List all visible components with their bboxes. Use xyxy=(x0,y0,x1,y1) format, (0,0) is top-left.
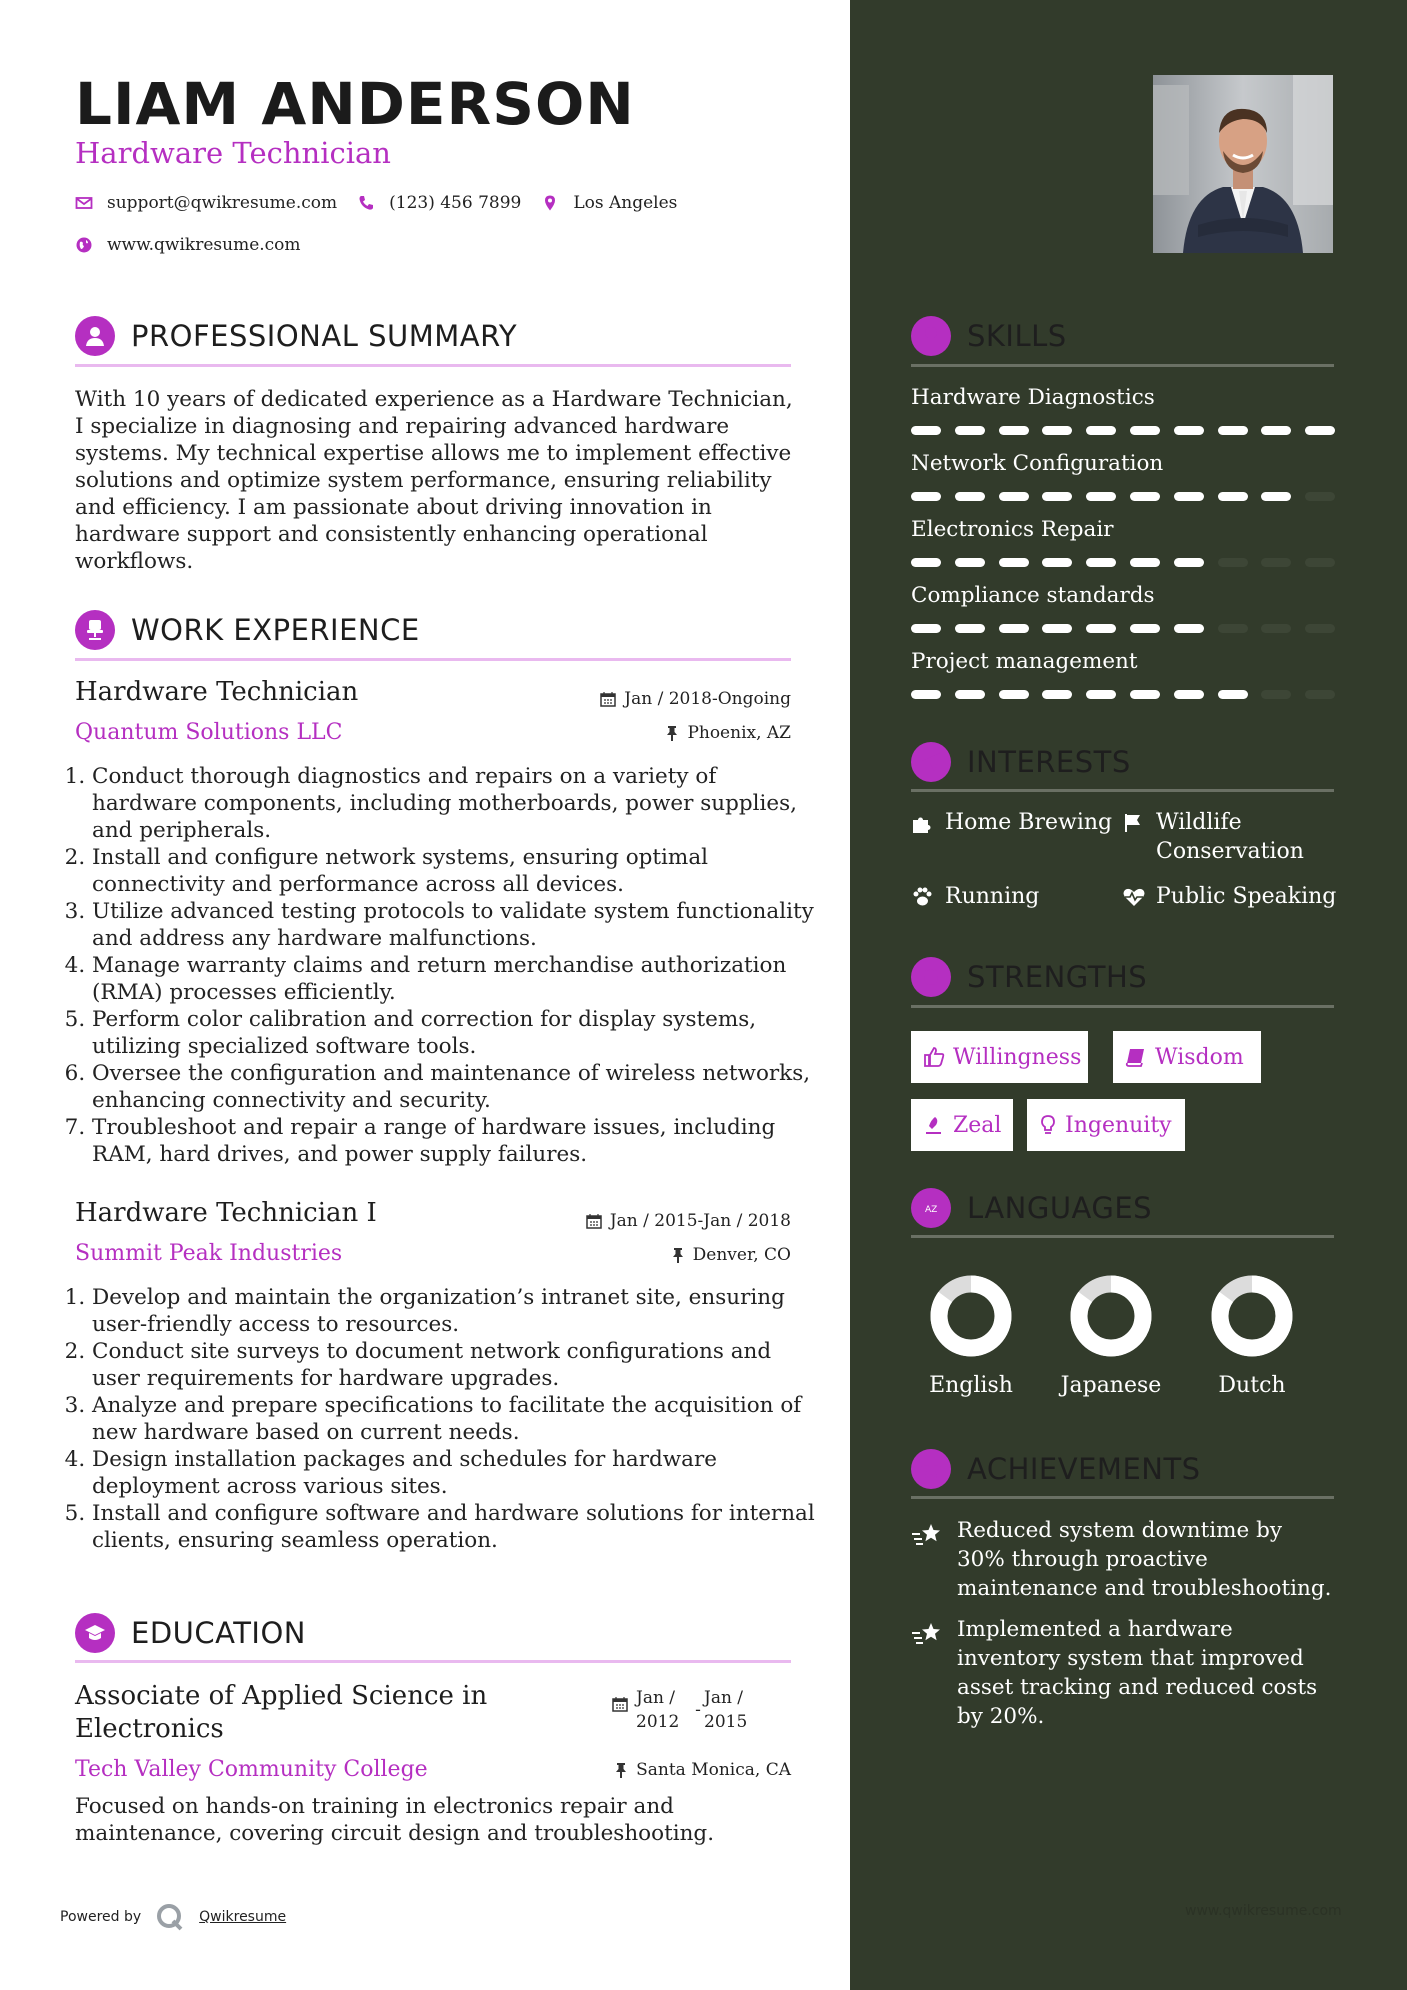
pen-icon xyxy=(923,1114,945,1136)
skill-name: Hardware Diagnostics xyxy=(911,385,1155,410)
skill-level-dash xyxy=(1261,690,1291,699)
office-chair-icon xyxy=(75,610,115,650)
skill-name: Electronics Repair xyxy=(911,517,1114,542)
contact-email[interactable] xyxy=(75,193,337,213)
powered-by-text: Powered by xyxy=(60,1909,142,1925)
languages-title: LANGUAGES xyxy=(967,1191,1153,1225)
shooting-star-icon xyxy=(911,1516,945,1603)
job-dates xyxy=(520,1211,791,1231)
job-location-text: Phoenix, AZ xyxy=(687,723,791,743)
skill-level-dash xyxy=(1042,624,1072,633)
job-dates-text: Jan / 2015-Jan / 2018 xyxy=(609,1211,791,1231)
list-item: 7. Troubleshoot and repair a range of hardware issues, including RAM, hard drives, and power supply failures. xyxy=(92,1114,822,1168)
list-item: 4. Design installation packages and schedules for hardware deployment across various sites. xyxy=(92,1446,822,1500)
education-start-date: Jan / 2012 xyxy=(636,1688,680,1732)
globe-icon xyxy=(75,236,93,254)
profile-photo xyxy=(1153,75,1333,253)
education-location xyxy=(560,1760,791,1780)
list-item: 6. Oversee the configuration and maintenance of wireless networks, enhancing connectivity and security. xyxy=(92,1060,822,1114)
strengths-heading xyxy=(911,957,1147,997)
skill-level-dash xyxy=(955,426,985,435)
interests-heading xyxy=(911,742,1131,782)
website-text: www.qwikresume.com xyxy=(107,235,301,255)
skill-level-dash xyxy=(1130,426,1160,435)
language-ring xyxy=(926,1271,1016,1361)
skill-level-dash xyxy=(911,426,941,435)
experience-title: WORK EXPERIENCE xyxy=(131,613,420,647)
skills-title: SKILLS xyxy=(967,319,1067,353)
map-marker-icon xyxy=(541,194,559,212)
star-icon xyxy=(911,1449,951,1489)
skill-level-bar xyxy=(911,492,1349,501)
education-divider xyxy=(75,1660,791,1663)
summary-title: PROFESSIONAL SUMMARY xyxy=(131,319,518,353)
svg-text:AZ: AZ xyxy=(925,1205,938,1215)
skill-level-dash xyxy=(1174,492,1204,501)
skill-name: Compliance standards xyxy=(911,583,1155,608)
skill-level-dash xyxy=(1305,426,1335,435)
skill-level-dash xyxy=(999,492,1029,501)
skill-level-dash xyxy=(911,690,941,699)
skill-level-dash xyxy=(1174,558,1204,567)
job-title: Hardware Technician xyxy=(75,677,359,707)
skill-level-dash xyxy=(1086,426,1116,435)
skill-level-dash xyxy=(955,558,985,567)
strength-chip xyxy=(1113,1031,1261,1083)
list-item: 2. Install and configure network systems, ensuring optimal connectivity and performance across all devices. xyxy=(92,844,822,898)
phone-icon xyxy=(357,194,375,212)
calendar-icon xyxy=(612,1696,628,1712)
skill-level-dash xyxy=(1261,492,1291,501)
translate-icon xyxy=(911,1188,951,1228)
qwikresume-logo-icon xyxy=(155,1902,185,1932)
location-text: Los Angeles xyxy=(573,193,678,213)
thumbs-up-icon xyxy=(923,1046,945,1068)
strength-label: Wisdom xyxy=(1155,1044,1244,1070)
heartbeat-icon xyxy=(1122,882,1146,908)
list-item: 3. Utilize advanced testing protocols to validate system functionality and address any hardware malfunctions. xyxy=(92,898,822,952)
book-icon xyxy=(1125,1046,1147,1068)
achievement-item xyxy=(911,1516,1334,1603)
paw-icon xyxy=(911,882,935,908)
skill-level-dash xyxy=(1218,690,1248,699)
skill-level-bar xyxy=(911,690,1349,699)
strength-label: Zeal xyxy=(953,1112,1002,1138)
pushpin-icon xyxy=(614,1762,628,1778)
fist-icon xyxy=(911,957,951,997)
interest-item xyxy=(1122,882,1336,911)
skill-level-dash xyxy=(1086,558,1116,567)
school-name: Tech Valley Community College xyxy=(75,1757,428,1782)
interest-label: Public Speaking xyxy=(1156,884,1337,909)
skill-level-dash xyxy=(1218,558,1248,567)
achievements-divider xyxy=(911,1496,1334,1499)
job-bullets xyxy=(68,763,822,1168)
languages-divider xyxy=(911,1235,1334,1238)
education-text: Focused on hands-on training in electronics repair and maintenance, covering circuit design and troubleshooting. xyxy=(75,1794,715,1846)
graduation-icon xyxy=(75,1613,115,1653)
shooting-star-icon xyxy=(911,1615,945,1731)
languages-heading xyxy=(911,1188,1152,1228)
skill-level-dash xyxy=(1042,492,1072,501)
skill-level-dash xyxy=(911,492,941,501)
list-item: 1. Develop and maintain the organization’s intranet site, ensuring user-friendly access to resources. xyxy=(92,1284,822,1338)
lightbulb-icon xyxy=(911,316,951,356)
strengths-title: STRENGTHS xyxy=(967,960,1148,994)
achievements-heading xyxy=(911,1449,1201,1489)
skill-level-dash xyxy=(1042,690,1072,699)
interest-label: Running xyxy=(945,884,1040,909)
skill-level-dash xyxy=(1086,690,1116,699)
skill-level-dash xyxy=(1086,624,1116,633)
achievement-text: Reduced system downtime by 30% through proactive maintenance and troubleshooting. xyxy=(957,1518,1332,1601)
skill-level-dash xyxy=(1042,558,1072,567)
language-label: Dutch xyxy=(1218,1373,1286,1398)
job-bullets xyxy=(68,1284,822,1554)
strength-label: Willingness xyxy=(953,1044,1082,1070)
skill-level-dash xyxy=(999,426,1029,435)
list-item: 5. Perform color calibration and correction for display systems, utilizing specialized software tools. xyxy=(92,1006,822,1060)
education-end-date: Jan / 2015 xyxy=(704,1688,748,1732)
skill-level-dash xyxy=(1218,426,1248,435)
candidate-role: Hardware Technician xyxy=(75,136,391,170)
skill-level-bar xyxy=(911,426,1349,435)
job-title: Hardware Technician I xyxy=(75,1198,377,1228)
achievement-text: Implemented a hardware inventory system that improved asset tracking and reduced costs by 20%. xyxy=(957,1617,1318,1729)
skill-level-bar xyxy=(911,624,1349,633)
skill-level-dash xyxy=(911,624,941,633)
interest-item xyxy=(911,808,1112,837)
skill-level-dash xyxy=(1305,558,1335,567)
skill-level-dash xyxy=(1305,492,1335,501)
skill-level-dash xyxy=(1305,624,1335,633)
achievement-item xyxy=(911,1615,1334,1731)
skills-heading xyxy=(911,316,1067,356)
lightbulb-icon xyxy=(1039,1114,1057,1136)
skill-level-dash xyxy=(1174,624,1204,633)
job-company: Summit Peak Industries xyxy=(75,1241,343,1266)
skill-level-bar xyxy=(911,558,1349,567)
skill-level-dash xyxy=(1261,426,1291,435)
skill-level-dash xyxy=(1042,426,1072,435)
strength-chip xyxy=(911,1031,1088,1083)
skill-level-dash xyxy=(955,690,985,699)
skill-level-dash xyxy=(1130,690,1160,699)
strengths-divider xyxy=(911,1005,1334,1008)
list-item: 4. Manage warranty claims and return merchandise authorization (RMA) processes efficiently. xyxy=(92,952,822,1006)
contact-row xyxy=(75,193,697,213)
contact-location xyxy=(541,193,677,213)
calendar-icon xyxy=(586,1213,602,1229)
envelope-icon xyxy=(75,194,93,212)
skill-level-dash xyxy=(1305,690,1335,699)
experience-heading xyxy=(75,610,420,650)
list-item: 3. Analyze and prepare specifications to facilitate the acquisition of new hardware based on current needs. xyxy=(92,1392,822,1446)
language-ring xyxy=(1207,1271,1297,1361)
language-label: English xyxy=(929,1373,1013,1398)
skills-divider xyxy=(911,364,1334,367)
skill-level-dash xyxy=(1130,624,1160,633)
skill-level-dash xyxy=(999,624,1029,633)
interest-label: Wildlife Conservation xyxy=(1156,810,1304,864)
list-item: 5. Install and configure software and hardware solutions for internal clients, ensuring seamless operation. xyxy=(92,1500,822,1554)
language-label: Japanese xyxy=(1060,1373,1162,1398)
list-item: 2. Conduct site surveys to document network configurations and user requirements for hardware upgrades. xyxy=(92,1338,822,1392)
user-icon xyxy=(75,316,115,356)
powered-by xyxy=(60,1902,286,1932)
skill-level-dash xyxy=(1218,624,1248,633)
job-dates-text: Jan / 2018-Ongoing xyxy=(624,689,791,709)
paper-plane-icon xyxy=(911,742,951,782)
pushpin-icon xyxy=(671,1247,685,1263)
job-location xyxy=(560,723,791,743)
date-separator: - xyxy=(695,1700,701,1720)
skill-level-dash xyxy=(1130,492,1160,501)
degree-title: Associate of Applied Science in Electronics xyxy=(75,1681,488,1744)
puzzle-icon xyxy=(911,808,935,834)
job-dates xyxy=(560,689,791,709)
language-ring xyxy=(1066,1271,1156,1361)
skill-level-dash xyxy=(1174,690,1204,699)
skill-level-dash xyxy=(1086,492,1116,501)
flag-icon xyxy=(1122,808,1146,834)
interests-divider xyxy=(911,789,1334,792)
summary-divider xyxy=(75,364,791,367)
skill-level-dash xyxy=(911,558,941,567)
email-text: support@qwikresume.com xyxy=(107,193,338,213)
strength-chip xyxy=(911,1099,1013,1151)
interest-label: Home Brewing xyxy=(945,810,1113,835)
experience-divider xyxy=(75,658,791,661)
skill-level-dash xyxy=(955,492,985,501)
education-location-text: Santa Monica, CA xyxy=(636,1760,791,1780)
education-heading xyxy=(75,1613,306,1653)
skill-level-dash xyxy=(1261,558,1291,567)
strength-label: Ingenuity xyxy=(1065,1112,1172,1138)
summary-text: With 10 years of dedicated experience as a Hardware Technician, I specialize in diagnosing and repairing advanced hardware systems. My technical expertise allows me to implement effective solutions and optimize system performance, ensuring reliability and efficiency. I am passionate about driving innovation in hardware support and consistently enhancing operational workflows. xyxy=(75,387,793,574)
skill-level-dash xyxy=(955,624,985,633)
job-location xyxy=(560,1245,791,1265)
skill-level-dash xyxy=(1174,426,1204,435)
strength-chip xyxy=(1027,1099,1185,1151)
footer-website[interactable]: www.qwikresume.com xyxy=(1185,1903,1342,1919)
skill-name: Project management xyxy=(911,649,1138,674)
contact-website[interactable] xyxy=(75,235,301,255)
candidate-name: LIAM ANDERSON xyxy=(75,70,635,138)
skill-name: Network Configuration xyxy=(911,451,1164,476)
job-location-text: Denver, CO xyxy=(692,1245,791,1265)
interest-item xyxy=(911,882,1039,911)
pushpin-icon xyxy=(665,725,679,741)
interests-title: INTERESTS xyxy=(967,745,1131,779)
skill-level-dash xyxy=(1218,492,1248,501)
qwikresume-link[interactable]: Qwikresume xyxy=(199,1909,287,1925)
calendar-icon xyxy=(600,691,616,707)
skill-level-dash xyxy=(1130,558,1160,567)
job-company: Quantum Solutions LLC xyxy=(75,720,343,745)
contact-phone[interactable] xyxy=(357,193,521,213)
interest-item xyxy=(1122,808,1342,866)
education-dates xyxy=(612,1686,754,1734)
skill-level-dash xyxy=(999,690,1029,699)
summary-heading xyxy=(75,316,517,356)
phone-text: (123) 456 7899 xyxy=(389,193,522,213)
skill-level-dash xyxy=(1261,624,1291,633)
achievements-title: ACHIEVEMENTS xyxy=(967,1452,1201,1486)
skill-level-dash xyxy=(999,558,1029,567)
education-title: EDUCATION xyxy=(131,1616,307,1650)
list-item: 1. Conduct thorough diagnostics and repairs on a variety of hardware components, including motherboards, power supplies, and peripherals. xyxy=(92,763,822,844)
